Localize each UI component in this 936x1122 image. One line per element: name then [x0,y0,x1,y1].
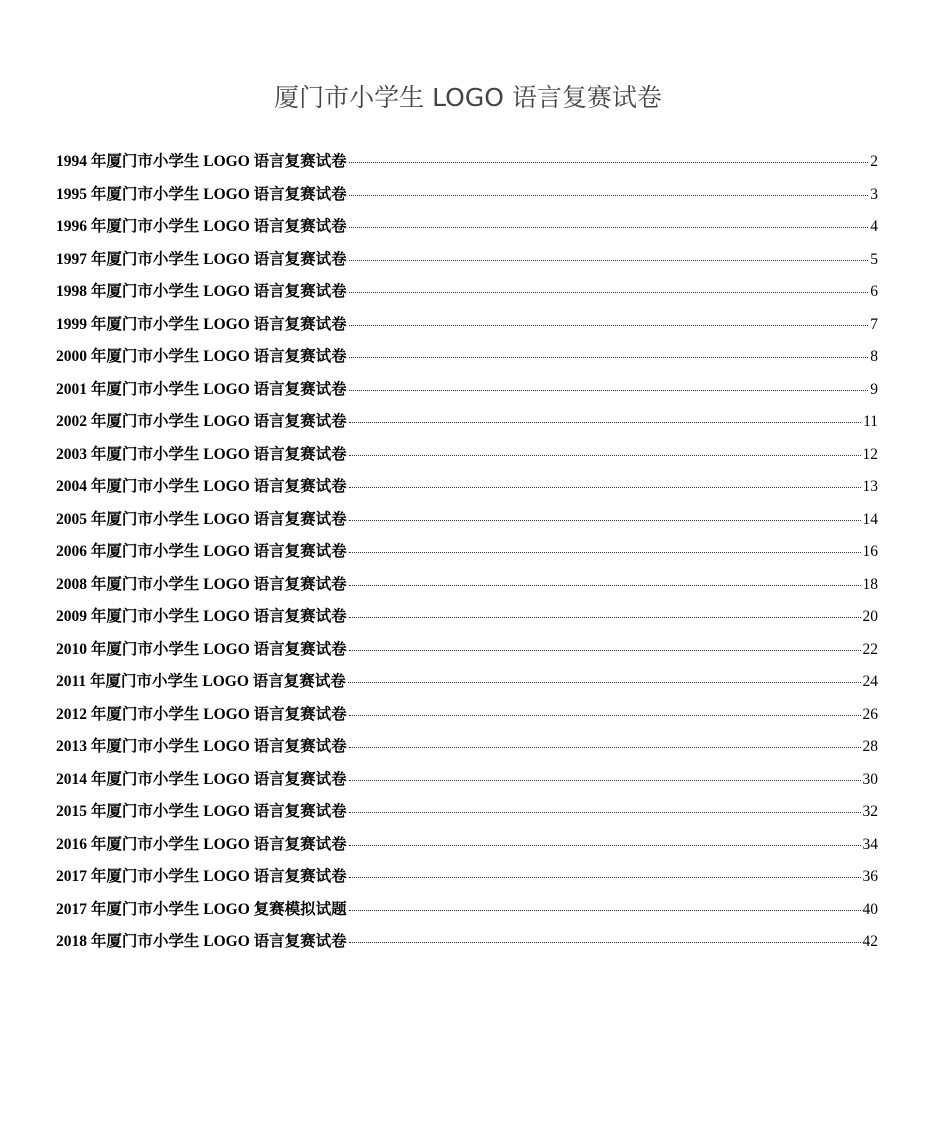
toc-page-number: 13 [862,478,878,495]
toc-dot-leader [349,812,861,813]
toc-dot-leader [349,552,861,553]
toc-entry-label: 2012 年厦门市小学生 LOGO 语言复赛试卷 [56,705,347,723]
toc-entry-label: 1998 年厦门市小学生 LOGO 语言复赛试卷 [56,283,347,300]
toc-entry-2016[interactable] [56,829,878,862]
toc-entry-2015[interactable] [56,796,878,829]
toc-dot-leader [349,162,869,163]
toc-entry-2004[interactable] [56,471,878,504]
toc-entry-2017[interactable] [56,861,878,894]
toc-entry-label: 2014 年厦门市小学生 LOGO 语言复赛试卷 [56,770,347,788]
toc-page-number: 7 [870,315,878,333]
toc-entry-2012[interactable] [56,699,878,732]
toc-entry-1995[interactable] [56,179,878,212]
toc-entry-label: 2000 年厦门市小学生 LOGO 语言复赛试卷 [56,348,347,365]
toc-entry-2000[interactable] [56,341,878,374]
toc-page-number: 8 [870,348,878,365]
toc-entry-label: 2002 年厦门市小学生 LOGO 语言复赛试卷 [56,413,347,430]
toc-dot-leader [349,260,869,261]
toc-entry-2011[interactable] [56,666,878,699]
toc-dot-leader [349,520,861,521]
toc-entry-1999[interactable] [56,309,878,342]
toc-page-number: 30 [862,770,878,788]
toc-entry-label: 1995 年厦门市小学生 LOGO 语言复赛试卷 [56,185,347,203]
toc-page-number: 12 [862,445,878,463]
toc-entry-label: 2015 年厦门市小学生 LOGO 语言复赛试卷 [56,803,347,820]
toc-dot-leader [349,487,861,488]
toc-dot-leader [349,747,861,748]
toc-page-number: 40 [862,900,878,918]
toc-entry-2002[interactable] [56,406,878,439]
toc-entry-2006[interactable] [56,536,878,569]
toc-dot-leader [349,650,861,651]
toc-page-number: 34 [862,835,878,853]
toc-entry-label: 2001 年厦门市小学生 LOGO 语言复赛试卷 [56,380,347,398]
toc-page-number: 18 [862,575,878,593]
toc-entry-1998[interactable] [56,276,878,309]
toc-entry-2009[interactable] [56,601,878,634]
toc-entry-label: 1997 年厦门市小学生 LOGO 语言复赛试卷 [56,250,347,268]
toc-dot-leader [349,195,869,196]
toc-entry-label: 2016 年厦门市小学生 LOGO 语言复赛试卷 [56,835,347,853]
toc-entry-2018[interactable] [56,926,878,959]
toc-dot-leader [349,715,861,716]
toc-dot-leader [349,845,861,846]
toc-page-number: 16 [862,543,878,560]
toc-dot-leader [349,942,861,943]
toc-dot-leader [349,227,869,228]
toc-entry-label: 1994 年厦门市小学生 LOGO 语言复赛试卷 [56,153,347,170]
toc-entry-label: 2009 年厦门市小学生 LOGO 语言复赛试卷 [56,608,347,625]
toc-page-number: 9 [870,380,878,398]
toc-page-number: 32 [862,803,878,820]
toc-entry-1994[interactable] [56,146,878,179]
toc-entry-2017-mock[interactable] [56,894,878,927]
toc-dot-leader [349,455,861,456]
document-title: 厦门市小学生 LOGO 语言复赛试卷 [274,83,662,112]
toc-entry-label: 2006 年厦门市小学生 LOGO 语言复赛试卷 [56,543,347,560]
toc-dot-leader [349,617,861,618]
toc-entry-1997[interactable] [56,244,878,277]
toc-page-number: 11 [863,413,878,430]
table-of-contents [56,146,878,959]
toc-dot-leader [349,422,861,423]
toc-entry-label: 2011 年厦门市小学生 LOGO 语言复赛试卷 [56,673,346,690]
toc-entry-label: 2010 年厦门市小学生 LOGO 语言复赛试卷 [56,640,347,658]
toc-entry-label: 2004 年厦门市小学生 LOGO 语言复赛试卷 [56,478,347,495]
toc-page-number: 2 [870,153,878,170]
toc-dot-leader [349,910,861,911]
toc-page-number: 14 [862,510,878,528]
toc-entry-2008[interactable] [56,569,878,602]
toc-entry-label: 2008 年厦门市小学生 LOGO 语言复赛试卷 [56,575,347,593]
toc-dot-leader [349,780,861,781]
toc-entry-label: 2003 年厦门市小学生 LOGO 语言复赛试卷 [56,445,347,463]
toc-entry-label: 2017 年厦门市小学生 LOGO 语言复赛试卷 [56,868,347,885]
toc-page-number: 42 [862,933,878,950]
toc-entry-label: 2018 年厦门市小学生 LOGO 语言复赛试卷 [56,933,347,950]
toc-dot-leader [348,682,861,683]
toc-page-number: 24 [862,673,878,690]
toc-dot-leader [349,390,869,391]
toc-dot-leader [349,357,869,358]
toc-page-number: 26 [862,705,878,723]
toc-dot-leader [349,325,869,326]
toc-entry-label: 2017 年厦门市小学生 LOGO 复赛模拟试题 [56,900,347,918]
toc-page-number: 6 [870,283,878,300]
toc-entry-2003[interactable] [56,439,878,472]
toc-page-number: 22 [862,640,878,658]
toc-page-number: 3 [870,185,878,203]
toc-entry-2013[interactable] [56,731,878,764]
toc-entry-label: 1996 年厦门市小学生 LOGO 语言复赛试卷 [56,218,347,235]
toc-entry-2001[interactable] [56,374,878,407]
toc-page-number: 36 [862,868,878,885]
toc-entry-1996[interactable] [56,211,878,244]
toc-page-number: 4 [870,218,878,235]
toc-entry-2014[interactable] [56,764,878,797]
toc-page-number: 28 [862,738,878,755]
toc-entry-label: 2013 年厦门市小学生 LOGO 语言复赛试卷 [56,738,347,755]
toc-entry-2010[interactable] [56,634,878,667]
toc-entry-label: 1999 年厦门市小学生 LOGO 语言复赛试卷 [56,315,347,333]
toc-entry-label: 2005 年厦门市小学生 LOGO 语言复赛试卷 [56,510,347,528]
toc-page-number: 20 [862,608,878,625]
toc-dot-leader [349,585,861,586]
toc-dot-leader [349,292,869,293]
toc-entry-2005[interactable] [56,504,878,537]
toc-page-number: 5 [870,250,878,268]
toc-dot-leader [349,877,861,878]
